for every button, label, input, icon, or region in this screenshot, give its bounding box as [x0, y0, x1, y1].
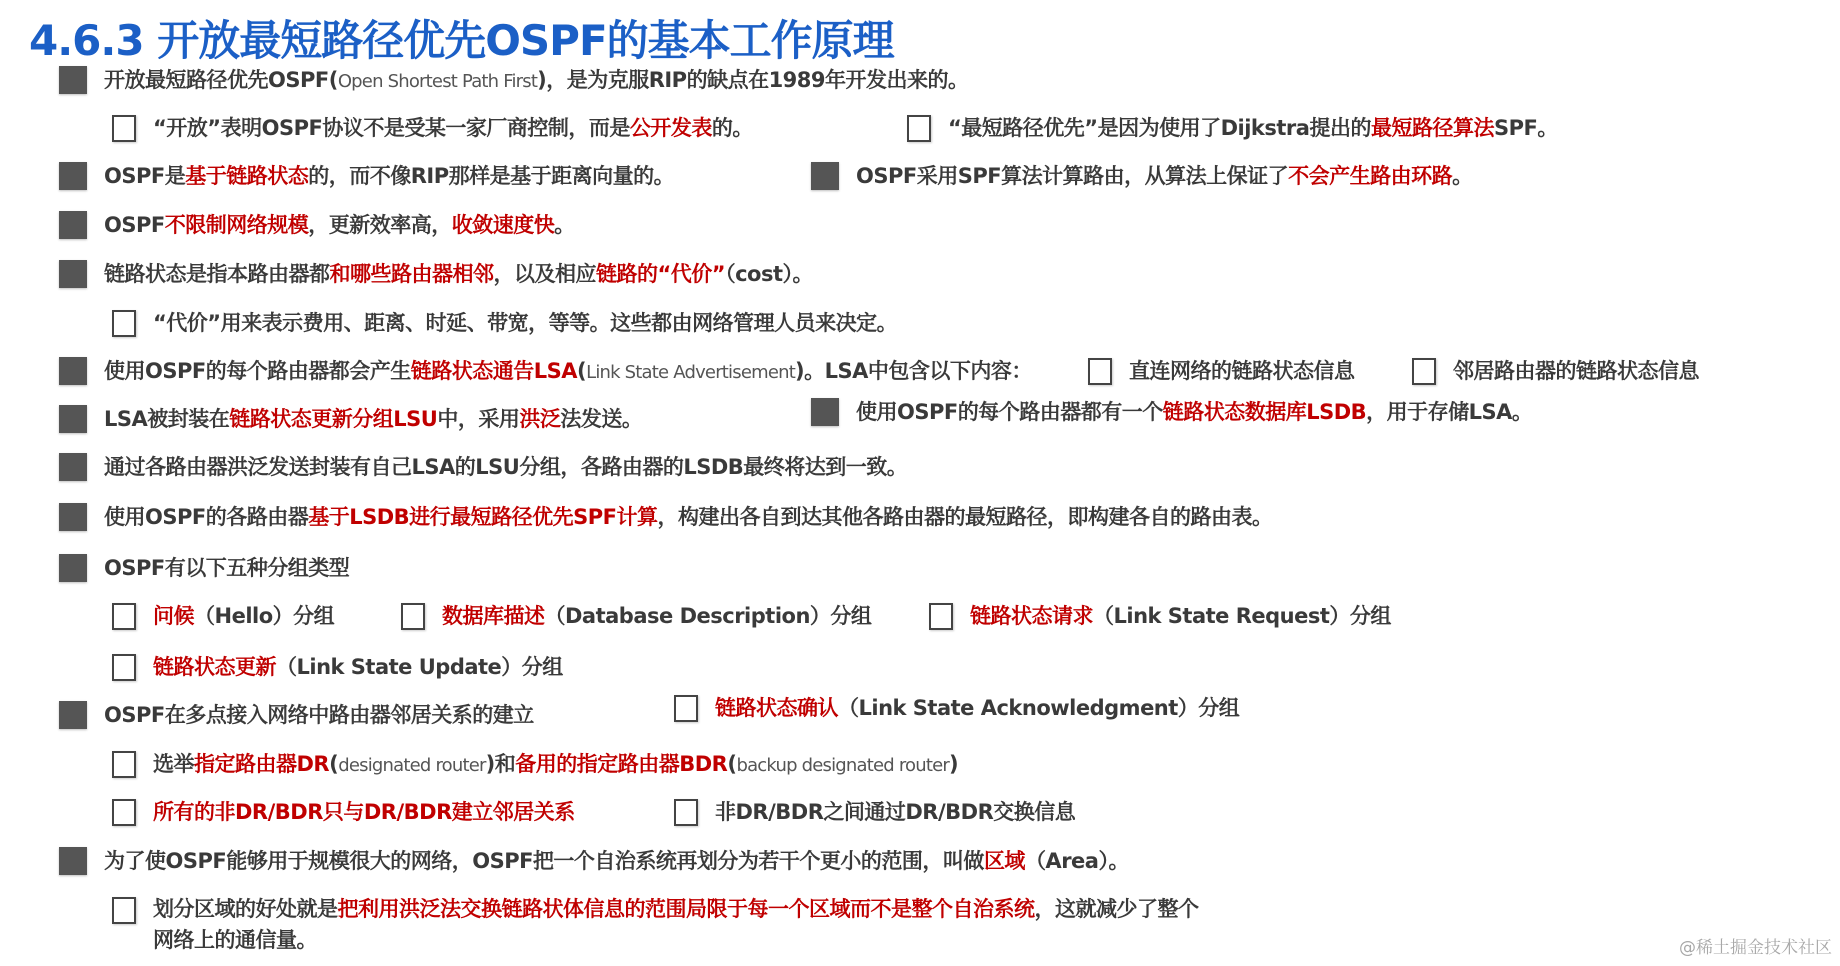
emphasis-text: 基于LSDB进行最短路径优先SPF计算 [308, 505, 658, 529]
emphasis-text: 洪泛 [519, 407, 561, 431]
bullet-item [59, 501, 1273, 533]
square-bullet-icon [59, 554, 87, 582]
checkbox-icon [401, 603, 425, 630]
square-bullet-icon [59, 260, 87, 288]
sub-item [1088, 355, 1355, 387]
bullet-item [59, 258, 813, 290]
square-bullet-icon [59, 66, 87, 94]
bullet-item [59, 160, 674, 192]
item-text [104, 552, 349, 584]
item-text [104, 403, 642, 435]
bullet-item [59, 552, 349, 584]
emphasis-text: 把利用洪泛法交换链路状体信息的范围局限于每一个区域而不是整个自治系统 [337, 897, 1035, 921]
item-text [153, 748, 958, 782]
checkbox-icon [907, 115, 931, 142]
text-segment: 使用OSPF的各路由器 [104, 505, 309, 529]
text-segment: 开放最短路径优先OSPF( [104, 68, 338, 92]
text-segment: OSPF采用SPF算法计算路由，从算法上保证了 [856, 164, 1289, 188]
bullet-item [59, 699, 534, 731]
emphasis-text: 问候 [153, 604, 194, 628]
text-segment: ( [329, 752, 339, 776]
square-bullet-icon [59, 453, 87, 481]
text-segment: backup designated router [736, 755, 949, 776]
emphasis-text: 指定路由器DR [194, 752, 330, 776]
checkbox-icon [1088, 358, 1112, 385]
checkbox-icon [112, 310, 136, 337]
bullet-item [59, 451, 907, 483]
item-text [104, 64, 969, 98]
text-segment: ，更新效率高， [308, 213, 452, 237]
text-segment: ( [576, 359, 587, 383]
item-text [104, 451, 907, 483]
text-segment: 的，而不像RIP那样是基于距离向量的。 [308, 164, 675, 188]
item-text [104, 160, 674, 192]
bullet-item [811, 396, 1532, 428]
sub-item [1412, 355, 1699, 387]
text-segment: 邻居路由器的链路状态信息 [1453, 359, 1699, 383]
item-text [153, 651, 563, 683]
text-segment: ) [949, 752, 959, 776]
checkbox-icon [674, 695, 698, 722]
text-segment: “最短路径优先”是因为使用了Dijkstra提出的 [948, 116, 1371, 140]
square-bullet-icon [59, 211, 87, 239]
text-segment: OSPF在多点接入网络中路由器邻居关系的建立 [104, 703, 534, 727]
emphasis-text: 链路状态确认 [715, 696, 838, 720]
emphasis-text: 区域 [983, 849, 1025, 873]
text-segment: 直连网络的链路状态信息 [1129, 359, 1355, 383]
bullet-item [59, 403, 642, 435]
checkbox-icon [112, 799, 136, 826]
emphasis-text: 所有的非DR/BDR只与DR/BDR建立邻居关系 [153, 800, 575, 824]
emphasis-text: 不会产生路由环路 [1288, 164, 1453, 188]
sub-item [112, 796, 575, 828]
emphasis-text: 和哪些路由器相邻 [329, 262, 494, 286]
text-segment: 使用OSPF的每个路由器都有一个 [856, 400, 1163, 424]
item-text [104, 699, 534, 731]
checkbox-icon [112, 115, 136, 142]
text-segment: )和 [485, 752, 516, 776]
item-text [104, 209, 575, 241]
text-segment: ，以及相应 [493, 262, 596, 286]
bullet-item [59, 355, 1032, 389]
sub-item [401, 600, 871, 632]
sub-item [112, 894, 1213, 956]
square-bullet-icon [811, 162, 839, 190]
emphasis-text: 数据库描述 [442, 604, 545, 628]
text-segment: （Link State Request）分组 [1093, 604, 1391, 628]
text-segment: “开放”表明OSPF协议不是受某一家厂商控制，而是 [153, 116, 630, 140]
emphasis-text: 链路状态通告LSA [410, 359, 577, 383]
text-segment: （Database Description）分组 [544, 604, 872, 628]
text-segment: 划分区域的好处就是 [153, 897, 338, 921]
text-segment: 。 [554, 213, 575, 237]
emphasis-text: 基于链路状态 [185, 164, 309, 188]
item-text [153, 112, 753, 144]
item-text [856, 160, 1473, 192]
emphasis-text: 最短路径算法 [1370, 116, 1494, 140]
emphasis-text: 不限制网络规模 [164, 213, 309, 237]
emphasis-text: 链路状态更新分组LSU [229, 407, 438, 431]
sub-item [929, 600, 1391, 632]
text-segment: （Hello）分组 [194, 604, 335, 628]
sub-item [112, 307, 897, 339]
item-text [104, 501, 1273, 533]
text-segment: 通过各路由器洪泛发送封装有自己LSA的LSU分组，各路由器的LSDB最终将达到一致。 [104, 455, 908, 479]
checkbox-icon [1412, 358, 1436, 385]
item-text [104, 258, 813, 290]
square-bullet-icon [59, 503, 87, 531]
text-segment: 为了使OSPF能够用于规模很大的网络，OSPF把一个自治系统再划分为若干个更小的范围，叫做 [104, 849, 984, 873]
text-segment: Open Shortest Path First [337, 71, 538, 92]
item-text [715, 796, 1075, 828]
text-segment: ，构建出各自到达其他各路由器的最短路径，即构建各自的路由表。 [657, 505, 1273, 529]
item-text [104, 355, 1032, 389]
sub-item [112, 748, 958, 782]
text-segment: 非DR/BDR之间通过DR/BDR交换信息 [715, 800, 1076, 824]
text-segment: )，是为克服RIP的缺点在1989年开发出来的。 [537, 68, 969, 92]
text-segment: OSPF有以下五种分组类型 [104, 556, 350, 580]
text-segment: “代价”用来表示费用、距离、时延、带宽，等等。这些都由网络管理人员来决定。 [153, 311, 898, 335]
square-bullet-icon [59, 701, 87, 729]
bullet-item [59, 209, 575, 241]
text-segment: ，用于存储LSA。 [1366, 400, 1533, 424]
item-text [1453, 355, 1699, 387]
sub-item [907, 112, 1558, 144]
text-segment: OSPF [104, 213, 165, 237]
square-bullet-icon [59, 847, 87, 875]
emphasis-text: 链路状态数据库LSDB [1162, 400, 1367, 424]
item-text [153, 894, 1213, 956]
text-segment: （Link State Update）分组 [276, 655, 563, 679]
emphasis-text: 收敛速度快 [451, 213, 555, 237]
bullet-item [59, 845, 1129, 877]
item-text [153, 307, 897, 339]
item-text [153, 600, 334, 632]
text-segment: )。LSA中包含以下内容： [794, 359, 1032, 383]
emphasis-text: 公开发表 [629, 116, 712, 140]
checkbox-icon [112, 751, 136, 778]
watermark: @稀土掘金技术社区 [1679, 938, 1832, 958]
text-segment: ( [727, 752, 737, 776]
item-text [856, 396, 1532, 428]
sub-item [112, 112, 753, 144]
item-text [104, 845, 1129, 877]
text-segment: ，这就减少了整个网络上的通信量。 [153, 897, 1199, 952]
emphasis-text: 链路状态更新 [153, 655, 276, 679]
sub-item [112, 651, 563, 683]
bullet-item [811, 160, 1473, 192]
item-text [948, 112, 1558, 144]
item-text [715, 692, 1239, 724]
text-segment: designated router [338, 755, 486, 776]
sub-item [112, 600, 334, 632]
text-segment: 。 [1452, 164, 1473, 188]
checkbox-icon [112, 654, 136, 681]
text-segment: （cost）。 [725, 262, 814, 286]
text-segment: 使用OSPF的每个路由器都会产生 [104, 359, 411, 383]
text-segment: 的。 [711, 116, 753, 140]
item-text [153, 796, 575, 828]
square-bullet-icon [811, 398, 839, 426]
emphasis-text: 链路的“代价” [596, 262, 726, 286]
square-bullet-icon [59, 357, 87, 385]
text-segment: OSPF是 [104, 164, 186, 188]
text-segment: （Link State Acknowledgment）分组 [838, 696, 1240, 720]
item-text [1129, 355, 1355, 387]
text-segment: LSA被封装在 [104, 407, 230, 431]
square-bullet-icon [59, 162, 87, 190]
emphasis-text: 备用的指定路由器BDR [515, 752, 728, 776]
square-bullet-icon [59, 405, 87, 433]
text-segment: Link State Advertisement [586, 362, 795, 383]
text-segment: 法发送。 [560, 407, 643, 431]
text-segment: （Area）。 [1024, 849, 1129, 873]
sub-item [674, 692, 1239, 724]
text-segment: 选举 [153, 752, 194, 776]
checkbox-icon [112, 603, 136, 630]
sub-item [674, 796, 1075, 828]
page-title: 4.6.3 开放最短路径优先OSPF的基本工作原理 [29, 16, 894, 65]
checkbox-icon [929, 603, 953, 630]
checkbox-icon [112, 897, 136, 924]
item-text [970, 600, 1391, 632]
checkbox-icon [674, 799, 698, 826]
text-segment: SPF。 [1493, 116, 1558, 140]
emphasis-text: 链路状态请求 [970, 604, 1093, 628]
text-segment: 链路状态是指本路由器都 [104, 262, 330, 286]
item-text [442, 600, 871, 632]
text-segment: 中，采用 [437, 407, 520, 431]
bullet-item [59, 64, 969, 98]
